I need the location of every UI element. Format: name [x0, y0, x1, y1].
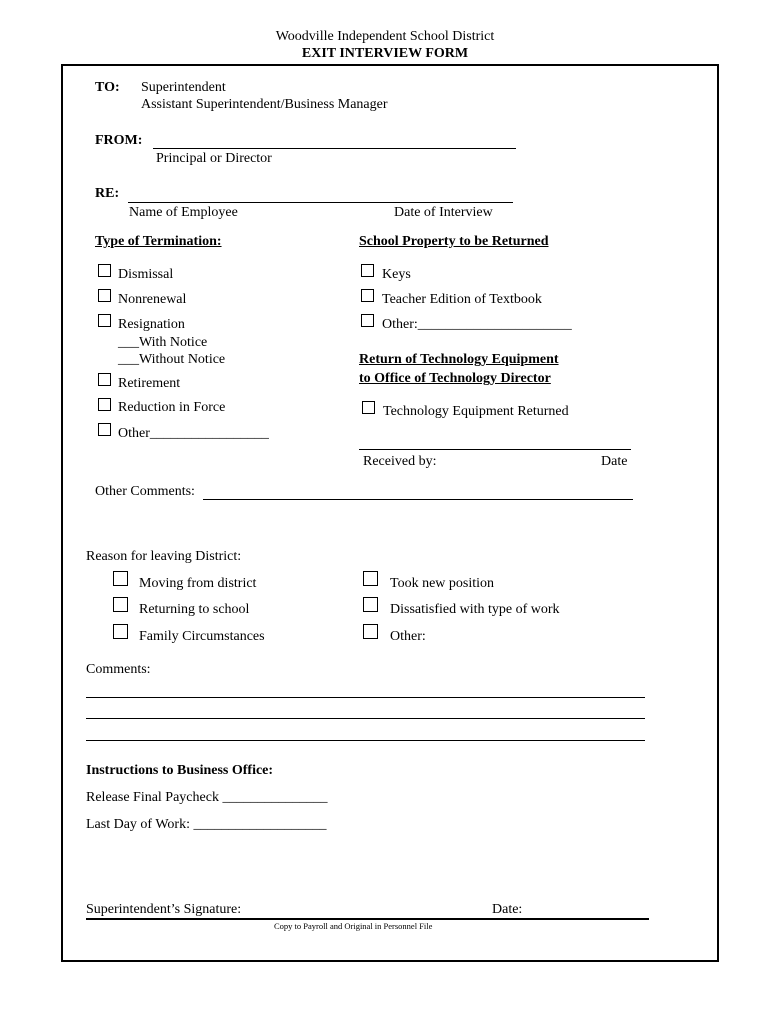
signature-date-label: Date: — [492, 902, 523, 917]
family-circumstances-checkbox[interactable] — [113, 624, 128, 639]
reduction-in-force-label: Reduction in Force — [118, 400, 226, 415]
dismissal-label: Dismissal — [118, 267, 174, 282]
termination-heading: Type of Termination: — [95, 234, 222, 249]
to-label: TO: — [95, 80, 120, 95]
retirement-checkbox[interactable] — [98, 373, 111, 386]
technology-heading-line2: to Office of Technology Director — [359, 371, 551, 386]
dissatisfied-label: Dissatisfied with type of work — [390, 602, 560, 617]
new-position-checkbox[interactable] — [363, 571, 378, 586]
new-position-label: Took new position — [390, 576, 495, 591]
termination-other-label[interactable]: Other_________________ — [118, 426, 269, 441]
received-by-label: Received by: — [363, 454, 437, 469]
resignation-checkbox[interactable] — [98, 314, 111, 327]
form-title: EXIT INTERVIEW FORM — [301, 46, 469, 61]
nonrenewal-checkbox[interactable] — [98, 289, 111, 302]
signature-label: Superintendent’s Signature: — [86, 902, 242, 917]
comments-line-1[interactable] — [86, 697, 645, 698]
with-notice-option[interactable]: ___With Notice — [118, 335, 208, 350]
last-day-field[interactable]: Last Day of Work: ___________________ — [86, 817, 327, 832]
without-notice-option[interactable]: ___Without Notice — [118, 352, 226, 367]
comments-line-2[interactable] — [86, 718, 645, 719]
keys-label: Keys — [382, 267, 411, 282]
textbook-checkbox[interactable] — [361, 289, 374, 302]
district-name: Woodville Independent School District — [275, 29, 495, 44]
family-circumstances-label: Family Circumstances — [139, 629, 265, 644]
business-office-heading: Instructions to Business Office: — [86, 763, 274, 778]
textbook-label: Teacher Edition of Textbook — [382, 292, 542, 307]
dissatisfied-checkbox[interactable] — [363, 597, 378, 612]
technology-returned-label: Technology Equipment Returned — [383, 404, 569, 419]
reduction-in-force-checkbox[interactable] — [98, 398, 111, 411]
re-caption-date: Date of Interview — [394, 205, 493, 220]
received-date-label: Date — [601, 454, 628, 469]
property-other-label[interactable]: Other:______________________ — [382, 317, 572, 332]
reason-heading: Reason for leaving District: — [86, 549, 242, 564]
re-label: RE: — [95, 186, 120, 201]
re-caption-employee: Name of Employee — [129, 205, 238, 220]
from-label: FROM: — [95, 133, 143, 148]
comments-label: Comments: — [86, 662, 151, 677]
other-comments-field[interactable] — [203, 499, 633, 500]
footer-note: Copy to Payroll and Original in Personnel File — [274, 921, 433, 931]
reason-other-checkbox[interactable] — [363, 624, 378, 639]
release-paycheck-field[interactable]: Release Final Paycheck _______________ — [86, 790, 328, 805]
from-field[interactable] — [153, 148, 516, 149]
returning-to-school-checkbox[interactable] — [113, 597, 128, 612]
moving-checkbox[interactable] — [113, 571, 128, 586]
from-caption: Principal or Director — [156, 151, 272, 166]
technology-heading-line1: Return of Technology Equipment — [359, 352, 559, 367]
returning-to-school-label: Returning to school — [139, 602, 250, 617]
received-by-field[interactable] — [359, 449, 631, 450]
termination-other-checkbox[interactable] — [98, 423, 111, 436]
nonrenewal-label: Nonrenewal — [118, 292, 187, 307]
moving-label: Moving from district — [139, 576, 257, 591]
technology-returned-checkbox[interactable] — [362, 401, 375, 414]
other-comments-label: Other Comments: — [95, 484, 195, 499]
property-heading: School Property to be Returned — [359, 234, 549, 249]
to-assistant-superintendent: Assistant Superintendent/Business Manager — [141, 97, 388, 112]
re-field[interactable] — [128, 202, 513, 203]
dismissal-checkbox[interactable] — [98, 264, 111, 277]
resignation-label: Resignation — [118, 317, 185, 332]
property-other-checkbox[interactable] — [361, 314, 374, 327]
to-superintendent: Superintendent — [141, 80, 226, 95]
keys-checkbox[interactable] — [361, 264, 374, 277]
retirement-label: Retirement — [118, 376, 181, 391]
reason-other-label: Other: — [390, 629, 426, 644]
signature-line[interactable] — [86, 918, 649, 920]
comments-line-3[interactable] — [86, 740, 645, 741]
